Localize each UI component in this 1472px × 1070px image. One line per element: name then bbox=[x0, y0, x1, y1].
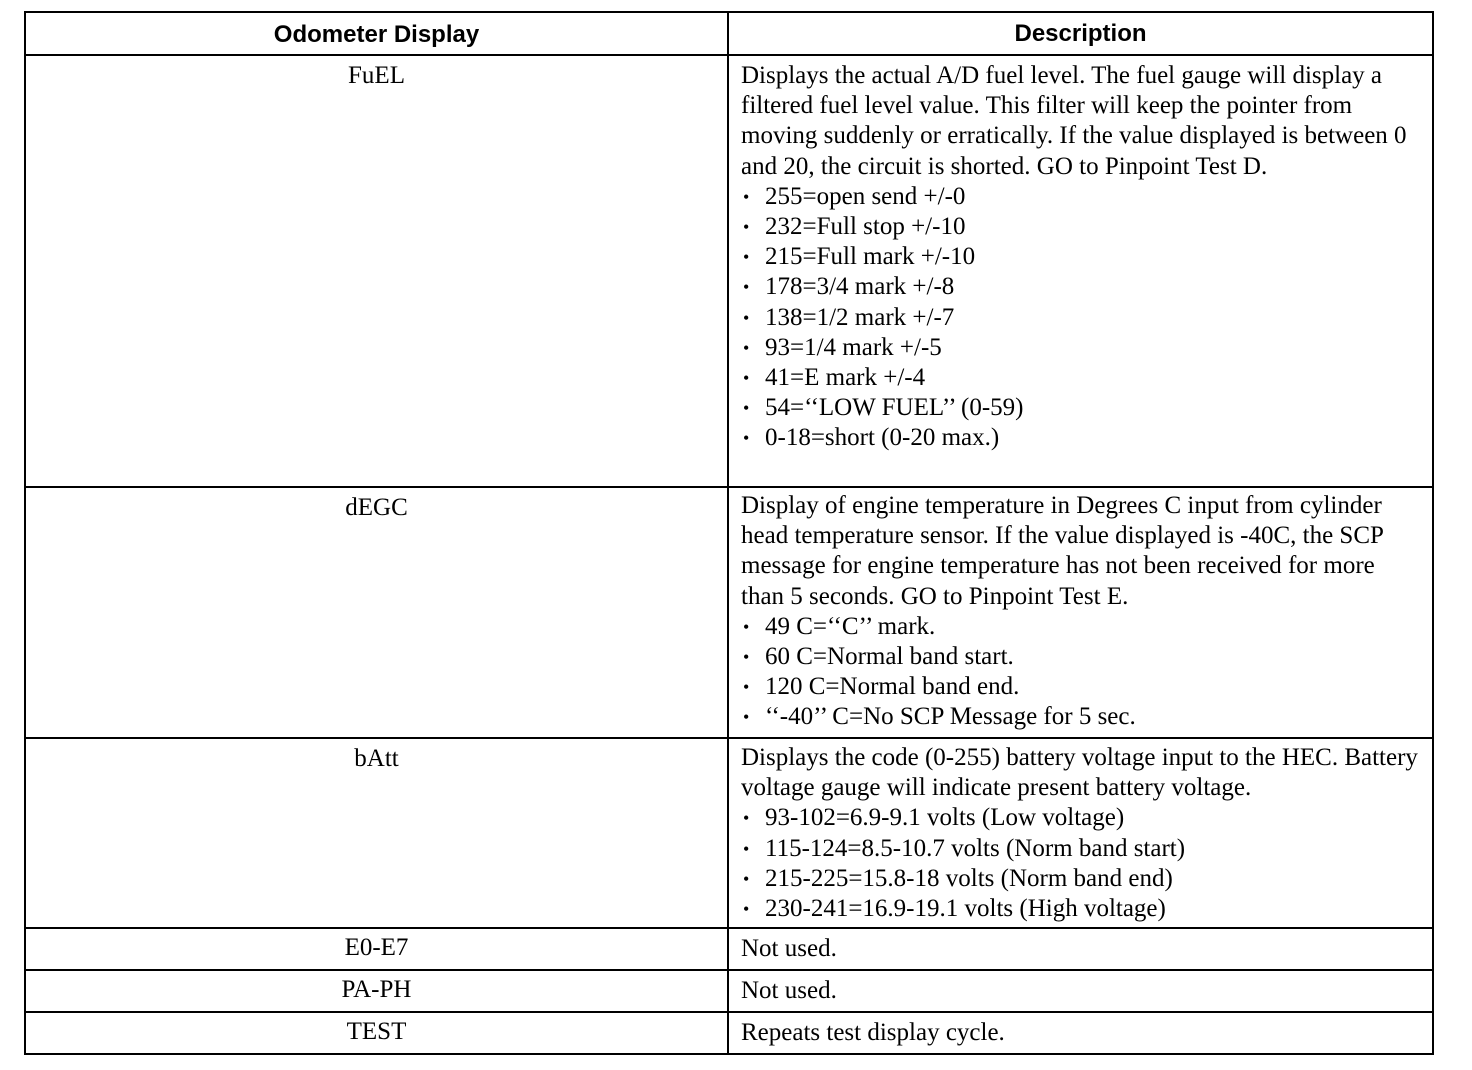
description-text: Displays the actual A/D fuel level. The fuel gauge will display a filtered fuel level value. This filter will keep the pointer from moving suddenly or erratically. If the value displayed is between 0 and 20, the circuit is shorted. GO to Pinpoint Test D. bbox=[741, 62, 1407, 180]
list-item: • 230-241=16.9-19.1 volts (High voltage) bbox=[741, 894, 1424, 924]
header-description: Description bbox=[1014, 20, 1147, 47]
list-item: • 215-225=15.8-18 volts (Norm band end) bbox=[741, 864, 1424, 894]
list-item: • 93-102=6.9-9.1 volts (Low voltage) bbox=[741, 803, 1424, 833]
table-header-row bbox=[26, 13, 1432, 56]
list-item: • 115-124=8.5-10.7 volts (Norm band start) bbox=[741, 834, 1424, 864]
description-text: Not used. bbox=[741, 935, 837, 962]
list-item: • 93=1/4 mark +/-5 bbox=[741, 333, 1424, 363]
description-cell bbox=[729, 739, 1432, 927]
description-text: Repeats test display cycle. bbox=[741, 1019, 1005, 1046]
table-row bbox=[26, 56, 1432, 488]
list-item: • 215=Full mark +/-10 bbox=[741, 242, 1424, 272]
list-item: • ‘‘-40’’ C=No SCP Message for 5 sec. bbox=[741, 702, 1424, 732]
table-row bbox=[26, 739, 1432, 929]
list-item: • 138=1/2 mark +/-7 bbox=[741, 303, 1424, 333]
description-text: Displays the code (0-255) battery voltage input to the HEC. Battery voltage gauge will indicate present battery voltage. bbox=[741, 744, 1418, 802]
list-item: • 60 C=Normal band start. bbox=[741, 642, 1424, 672]
list-item: • 41=E mark +/-4 bbox=[741, 363, 1424, 393]
display-code: dEGC bbox=[26, 488, 729, 737]
list-item: • 255=open send +/-0 bbox=[741, 182, 1424, 212]
list-item: • 54=‘‘LOW FUEL’’ (0-59) bbox=[741, 393, 1424, 423]
list-item: • 0-18=short (0-20 max.) bbox=[741, 423, 1424, 453]
bullet-list bbox=[741, 182, 1424, 454]
list-item: • 120 C=Normal band end. bbox=[741, 672, 1424, 702]
bullet-list bbox=[741, 803, 1424, 924]
display-code: TEST bbox=[26, 1013, 729, 1053]
header-odometer-display: Odometer Display bbox=[26, 13, 729, 54]
list-item: • 178=3/4 mark +/-8 bbox=[741, 272, 1424, 302]
table-row bbox=[26, 1013, 1432, 1053]
display-code: E0-E7 bbox=[26, 929, 729, 969]
bullet-list bbox=[741, 612, 1424, 733]
list-item: • 49 C=‘‘C’’ mark. bbox=[741, 612, 1424, 642]
table-row bbox=[26, 971, 1432, 1013]
description-text: Display of engine temperature in Degrees C input from cylinder head temperature sensor. If the value displayed is -40C, the SCP message for engine temperature has not been received for more than 5 seconds. GO to Pinpoint Test E. bbox=[741, 492, 1383, 610]
display-code: bAtt bbox=[26, 739, 729, 927]
table-row bbox=[26, 488, 1432, 739]
table-row bbox=[26, 929, 1432, 971]
display-code: PA-PH bbox=[26, 971, 729, 1011]
description-cell bbox=[729, 56, 1432, 486]
odometer-display-table bbox=[24, 11, 1434, 1055]
description-cell bbox=[729, 488, 1432, 737]
list-item: • 232=Full stop +/-10 bbox=[741, 212, 1424, 242]
description-text: Not used. bbox=[741, 977, 837, 1004]
display-code: FuEL bbox=[26, 56, 729, 486]
